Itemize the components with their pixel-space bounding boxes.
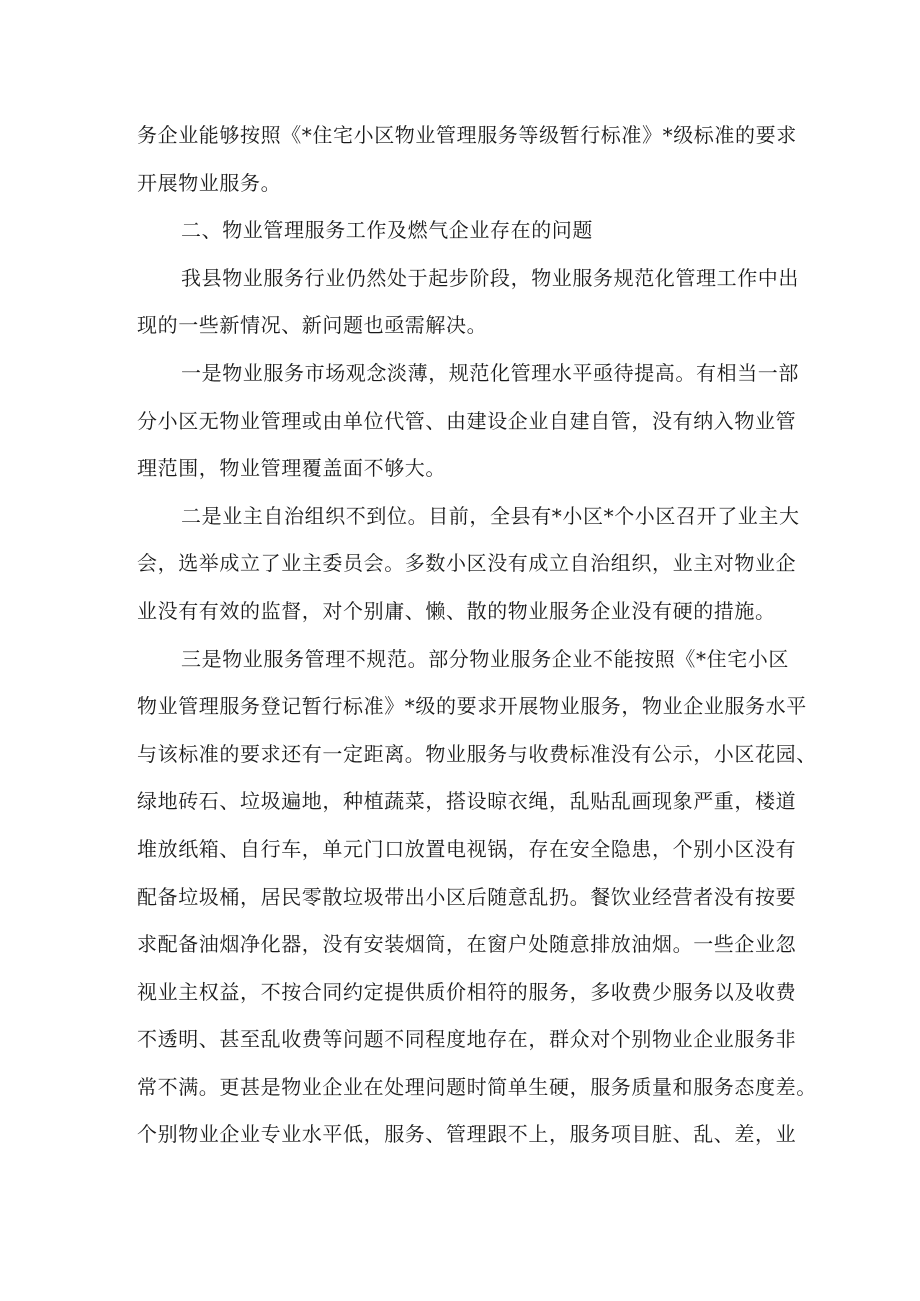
text-line: 开展物业服务。 (137, 170, 282, 195)
text-line: 求配备油烟净化器，没有安装烟筒，在窗户处随意排放油烟。一些企业忽 (137, 932, 797, 957)
text-line: 理范围，物业管理覆盖面不够大。 (137, 456, 446, 481)
text-line: 分小区无物业管理或由单位代管、由建设企业自建自管，没有纳入物业管 (137, 408, 797, 433)
text-line: 物业管理服务登记暂行标准》*级的要求开展物业服务，物业企业服务水平 (137, 694, 807, 719)
text-line: 二是业主自治组织不到位。目前，全县有*小区*个小区召开了业主大 (181, 503, 800, 528)
text-line: 务企业能够按照《*住宅小区物业管理服务等级暂行标准》*级标准的要求 (137, 123, 797, 147)
text-line: 配备垃圾桶，居民零散垃圾带出小区后随意乱扔。餐饮业经营者没有按要 (137, 884, 797, 909)
text-line: 三是物业服务管理不规范。部分物业服务企业不能按照《*住宅小区 (181, 646, 789, 671)
section-heading: 二、物业管理服务工作及燃气企业存在的问题 (181, 218, 593, 243)
text-line: 会，选举成立了业主委员会。多数小区没有成立自治组织，业主对物业企 (137, 551, 797, 576)
text-line: 常不满。更甚是物业企业在处理问题时简单生硬，服务质量和服务态度差。 (137, 1074, 817, 1099)
text-line: 一是物业服务市场观念淡薄，规范化管理水平亟待提高。有相当一部 (181, 360, 799, 385)
text-line: 绿地砖石、垃圾遍地，种植蔬菜，搭设晾衣绳，乱贴乱画现象严重，楼道 (137, 789, 797, 814)
text-line: 我县物业服务行业仍然处于起步阶段，物业服务规范化管理工作中出 (181, 265, 799, 290)
text-line: 不透明、甚至乱收费等问题不同程度地存在，群众对个别物业企业服务非 (137, 1027, 797, 1052)
text-line: 业没有有效的监督，对个别庸、懒、散的物业服务企业没有硬的措施。 (137, 598, 776, 623)
text-line: 现的一些新情况、新问题也亟需解决。 (137, 313, 488, 338)
text-line: 与该标准的要求还有一定距离。物业服务与收费标准没有公示，小区花园、 (137, 741, 817, 766)
text-line: 视业主权益，不按合同约定提供质价相符的服务，多收费少服务以及收费 (137, 979, 797, 1004)
document-body (137, 112, 817, 1159)
text-line: 堆放纸箱、自行车，单元门口放置电视锅，存在安全隐患，个别小区没有 (137, 836, 797, 861)
text-line: 个别物业企业专业水平低，服务、管理跟不上，服务项目脏、乱、差，业 (137, 1122, 797, 1147)
